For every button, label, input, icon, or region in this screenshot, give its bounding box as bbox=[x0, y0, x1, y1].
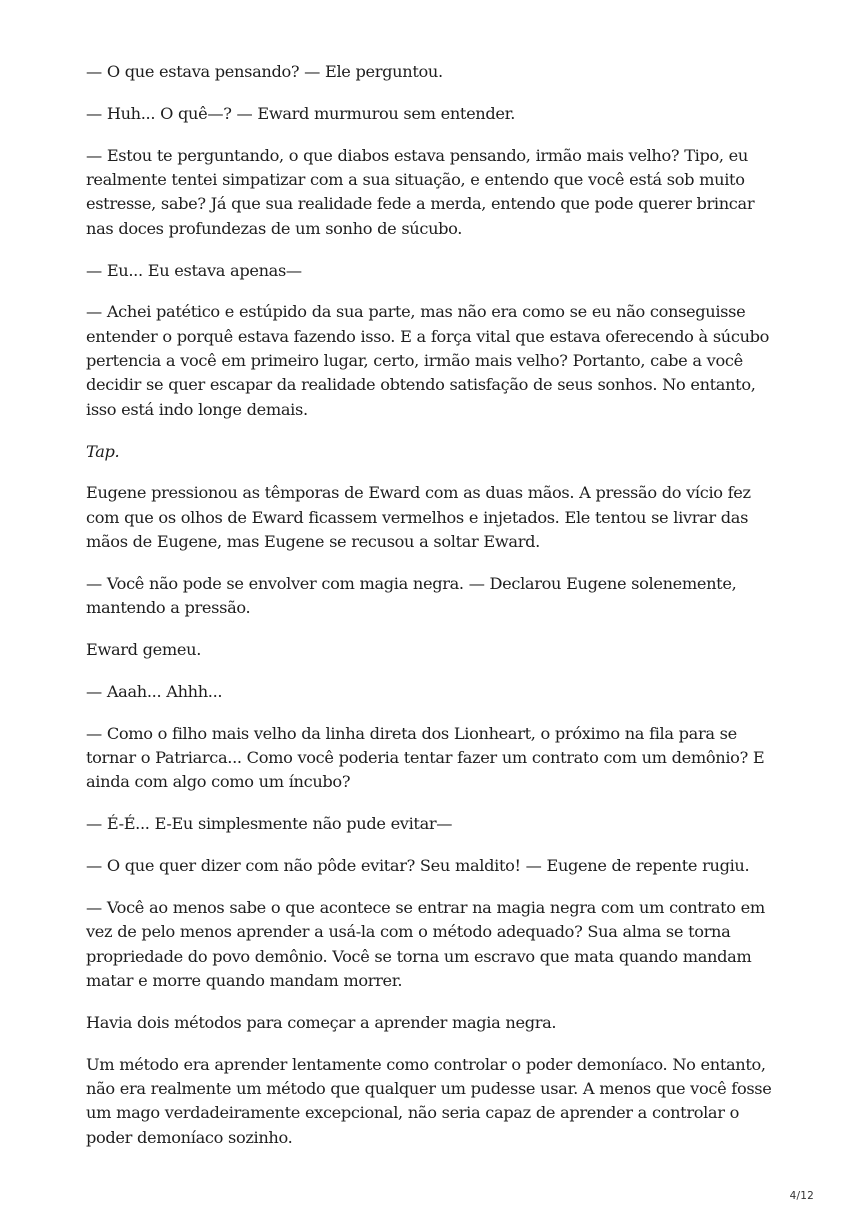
paragraph: — Eu... Eu estava apenas— bbox=[86, 260, 302, 280]
paragraph: Eward gemeu. bbox=[86, 640, 202, 660]
paragraph: — O que quer dizer com não pôde evitar? Seu maldito! — Eugene de repente rugiu. bbox=[86, 856, 750, 876]
paragraph: — Achei patético e estúpido da sua parte, mas não era como se eu não conseguisse entender o porquê estava fazendo isso. E a força vital que estava oferecendo à súcubo pertencia a você em primeiro lugar, certo, irmão mais velho? Portanto, cabe a você decidir se quer escapar da realidade obtendo satisfação de seus sonhos. No entanto, isso está indo longe demais. bbox=[86, 302, 770, 419]
paragraph-italic: Tap. bbox=[86, 441, 120, 461]
paragraph: Eugene pressionou as têmporas de Eward com as duas mãos. A pressão do vício fez com que os olhos de Eward ficassem vermelhos e injetados. Ele tentou se livrar das mãos de Eugene, mas Eugene se recusou a soltar Eward. bbox=[86, 483, 751, 552]
page-number: 4/12 bbox=[789, 1190, 814, 1202]
paragraph: — Aaah... Ahhh... bbox=[86, 681, 223, 701]
paragraph: Havia dois métodos para começar a aprender magia negra. bbox=[86, 1012, 557, 1032]
paragraph: — Você não pode se envolver com magia negra. — Declarou Eugene solenemente, mantendo a pressão. bbox=[86, 573, 737, 618]
paragraph: — É-É... E-Eu simplesmente não pude evitar— bbox=[86, 814, 453, 834]
document-page bbox=[86, 60, 786, 1168]
paragraph: — Você ao menos sabe o que acontece se entrar na magia negra com um contrato em vez de pelo menos aprender a usá-la com o método adequado? Sua alma se torna propriedade do povo demônio. Você se torna um escravo que mata quando mandam matar e morre quando mandam morrer. bbox=[86, 898, 765, 991]
paragraph: — Huh... O quê—? — Eward murmurou sem entender. bbox=[86, 103, 516, 123]
paragraph: — O que estava pensando? — Ele perguntou. bbox=[86, 62, 443, 81]
paragraph: Um método era aprender lentamente como controlar o poder demoníaco. No entanto, não era realmente um método que qualquer um pudesse usar. A menos que você fosse um mago verdadeiramente excepcional, não seria capaz de aprender a controlar o poder demoníaco sozinho. bbox=[86, 1054, 772, 1147]
paragraph: — Como o filho mais velho da linha direta dos Lionheart, o próximo na fila para se tornar o Patriarca... Como você poderia tentar fazer um contrato com um demônio? E ainda com algo como um íncubo? bbox=[86, 723, 765, 792]
paragraph: — Estou te perguntando, o que diabos estava pensando, irmão mais velho? Tipo, eu realmente tentei simpatizar com a sua situação, e entendo que você está sob muito estresse, sabe? Já que sua realidade fede a merda, entendo que pode querer brincar nas doces profundezas de um sonho de súcubo. bbox=[86, 145, 755, 238]
